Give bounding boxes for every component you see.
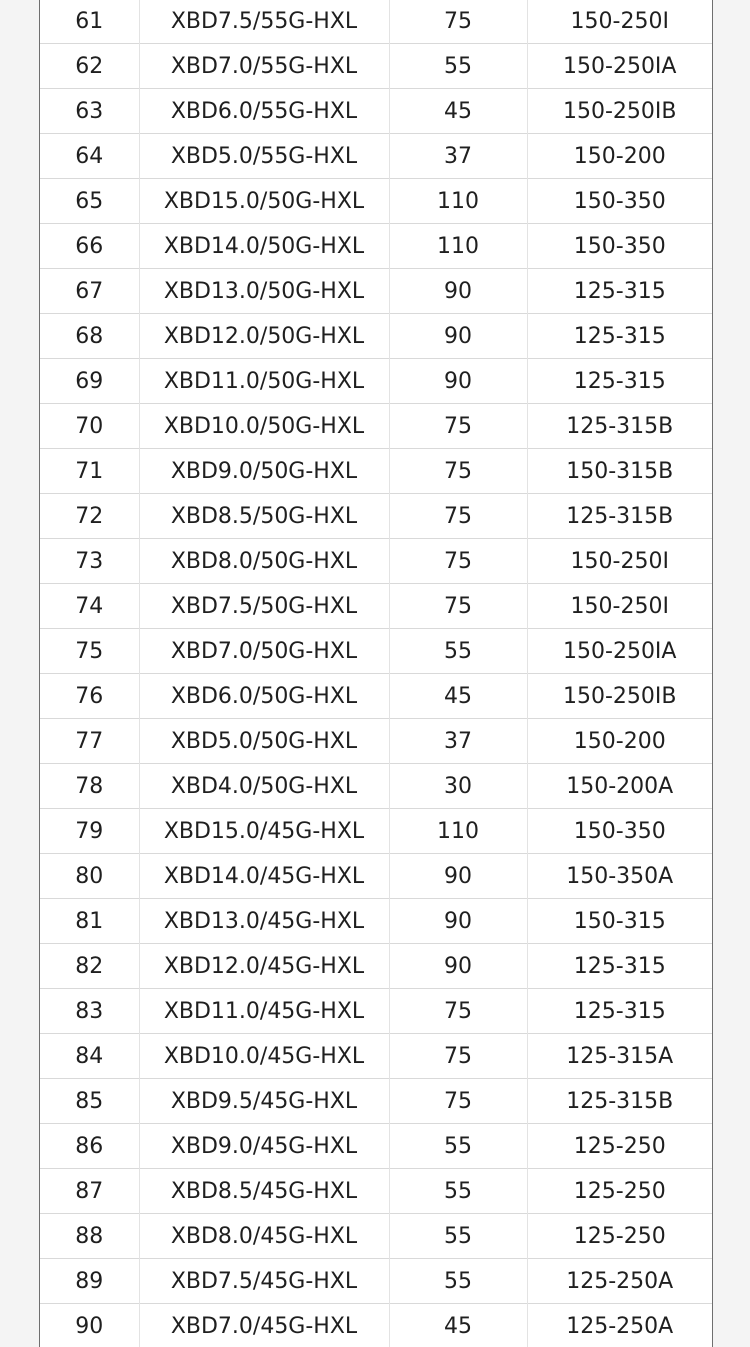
table-row bbox=[40, 179, 712, 224]
cell-power: 75 bbox=[389, 584, 527, 629]
cell-model: XBD8.5/50G-HXL bbox=[139, 494, 389, 539]
cell-pump-model: 125-315B bbox=[527, 404, 712, 449]
cell-serial-number: 75 bbox=[40, 629, 139, 674]
cell-serial-number: 71 bbox=[40, 449, 139, 494]
cell-power: 55 bbox=[389, 1169, 527, 1214]
cell-serial-number: 83 bbox=[40, 989, 139, 1034]
cell-pump-model: 150-200 bbox=[527, 134, 712, 179]
cell-pump-model: 125-315 bbox=[527, 269, 712, 314]
cell-model: XBD8.0/45G-HXL bbox=[139, 1214, 389, 1259]
cell-serial-number: 63 bbox=[40, 89, 139, 134]
cell-pump-model: 125-315B bbox=[527, 1079, 712, 1124]
cell-power: 75 bbox=[389, 539, 527, 584]
cell-pump-model: 150-350 bbox=[527, 809, 712, 854]
cell-power: 90 bbox=[389, 314, 527, 359]
table-row bbox=[40, 134, 712, 179]
spec-table-container bbox=[39, 0, 713, 1347]
table-row bbox=[40, 1034, 712, 1079]
cell-pump-model: 150-315 bbox=[527, 899, 712, 944]
cell-power: 75 bbox=[389, 404, 527, 449]
table-row bbox=[40, 269, 712, 314]
table-row bbox=[40, 1169, 712, 1214]
table-row bbox=[40, 854, 712, 899]
cell-serial-number: 68 bbox=[40, 314, 139, 359]
cell-power: 37 bbox=[389, 719, 527, 764]
cell-power: 75 bbox=[389, 1034, 527, 1079]
cell-model: XBD13.0/50G-HXL bbox=[139, 269, 389, 314]
cell-pump-model: 150-250IB bbox=[527, 89, 712, 134]
cell-power: 75 bbox=[389, 989, 527, 1034]
cell-serial-number: 78 bbox=[40, 764, 139, 809]
cell-power: 110 bbox=[389, 179, 527, 224]
cell-pump-model: 150-250IA bbox=[527, 44, 712, 89]
cell-serial-number: 66 bbox=[40, 224, 139, 269]
cell-pump-model: 150-250I bbox=[527, 539, 712, 584]
cell-power: 75 bbox=[389, 1079, 527, 1124]
cell-pump-model: 125-250A bbox=[527, 1304, 712, 1347]
cell-serial-number: 82 bbox=[40, 944, 139, 989]
cell-serial-number: 65 bbox=[40, 179, 139, 224]
cell-model: XBD15.0/45G-HXL bbox=[139, 809, 389, 854]
cell-serial-number: 84 bbox=[40, 1034, 139, 1079]
cell-pump-model: 150-200 bbox=[527, 719, 712, 764]
cell-power: 45 bbox=[389, 89, 527, 134]
cell-power: 90 bbox=[389, 944, 527, 989]
cell-serial-number: 79 bbox=[40, 809, 139, 854]
table-row bbox=[40, 89, 712, 134]
table-row bbox=[40, 359, 712, 404]
spec-table bbox=[40, 0, 712, 1347]
cell-serial-number: 85 bbox=[40, 1079, 139, 1124]
cell-serial-number: 61 bbox=[75, 8, 104, 34]
cell-pump-model: 125-250 bbox=[527, 1214, 712, 1259]
cell-serial-number: 77 bbox=[40, 719, 139, 764]
cell-serial-number: 89 bbox=[40, 1259, 139, 1304]
cell-power: 75 bbox=[389, 0, 527, 44]
table-row bbox=[40, 314, 712, 359]
cell-serial-number: 70 bbox=[40, 404, 139, 449]
table-row bbox=[40, 899, 712, 944]
table-row bbox=[40, 224, 712, 269]
cell-model: XBD11.0/45G-HXL bbox=[139, 989, 389, 1034]
cell-serial-number: 67 bbox=[40, 269, 139, 314]
cell-pump-model: 150-250I bbox=[527, 584, 712, 629]
cell-power: 55 bbox=[389, 629, 527, 674]
cell-serial-number: 81 bbox=[40, 899, 139, 944]
cell-power: 55 bbox=[389, 1124, 527, 1169]
cell-power: 55 bbox=[389, 1214, 527, 1259]
cell-model: XBD9.0/50G-HXL bbox=[139, 449, 389, 494]
cell-pump-model: 150-350A bbox=[527, 854, 712, 899]
cell-power: 90 bbox=[389, 359, 527, 404]
cell-model: XBD5.0/50G-HXL bbox=[139, 719, 389, 764]
table-row bbox=[40, 539, 712, 584]
cell-model: XBD11.0/50G-HXL bbox=[139, 359, 389, 404]
cell-model: XBD4.0/50G-HXL bbox=[139, 764, 389, 809]
cell-model: XBD13.0/45G-HXL bbox=[139, 899, 389, 944]
cell-model: XBD7.0/50G-HXL bbox=[139, 629, 389, 674]
cell-serial-number: 74 bbox=[40, 584, 139, 629]
cell-model: XBD9.5/45G-HXL bbox=[139, 1079, 389, 1124]
cell-serial-number: 80 bbox=[40, 854, 139, 899]
cell-pump-model: 125-315 bbox=[527, 944, 712, 989]
cell-power: 37 bbox=[389, 134, 527, 179]
table-row bbox=[40, 44, 712, 89]
cell-model: XBD8.0/50G-HXL bbox=[139, 539, 389, 584]
cell-serial-number: 90 bbox=[40, 1304, 139, 1347]
cell-pump-model: 150-200A bbox=[527, 764, 712, 809]
cell-power: 90 bbox=[389, 269, 527, 314]
table-row bbox=[40, 674, 712, 719]
cell-power: 55 bbox=[389, 1259, 527, 1304]
cell-serial-number: 86 bbox=[40, 1124, 139, 1169]
cell-power: 45 bbox=[389, 674, 527, 719]
cell-power: 90 bbox=[389, 899, 527, 944]
cell-model: XBD6.0/55G-HXL bbox=[139, 89, 389, 134]
cell-pump-model: 125-315A bbox=[527, 1034, 712, 1079]
cell-pump-model: 150-350 bbox=[527, 179, 712, 224]
cell-model: XBD12.0/50G-HXL bbox=[139, 314, 389, 359]
spec-table-body bbox=[40, 0, 712, 1347]
cell-model: XBD7.0/55G-HXL bbox=[139, 44, 389, 89]
cell-model: XBD9.0/45G-HXL bbox=[139, 1124, 389, 1169]
cell-pump-model: 150-350 bbox=[527, 224, 712, 269]
table-row bbox=[40, 449, 712, 494]
cell-power: 55 bbox=[389, 44, 527, 89]
cell-model: XBD12.0/45G-HXL bbox=[139, 944, 389, 989]
cell-pump-model: 150-250IA bbox=[527, 629, 712, 674]
table-row bbox=[40, 629, 712, 674]
table-row bbox=[40, 404, 712, 449]
table-row bbox=[40, 494, 712, 539]
table-row bbox=[40, 1259, 712, 1304]
table-row bbox=[40, 719, 712, 764]
cell-pump-model: 150-250I bbox=[527, 0, 712, 44]
cell-serial-number: 69 bbox=[40, 359, 139, 404]
cell-pump-model: 150-250IB bbox=[527, 674, 712, 719]
cell-serial-number: 62 bbox=[40, 44, 139, 89]
table-row bbox=[40, 0, 712, 44]
cell-pump-model: 125-250 bbox=[527, 1124, 712, 1169]
cell-model: XBD14.0/50G-HXL bbox=[139, 224, 389, 269]
cell-pump-model: 150-315B bbox=[527, 449, 712, 494]
cell-model: XBD5.0/55G-HXL bbox=[139, 134, 389, 179]
cell-model: XBD10.0/45G-HXL bbox=[139, 1034, 389, 1079]
table-row bbox=[40, 989, 712, 1034]
cell-pump-model: 125-250 bbox=[527, 1169, 712, 1214]
cell-power: 110 bbox=[389, 224, 527, 269]
cell-power: 110 bbox=[389, 809, 527, 854]
cell-serial-number: 73 bbox=[40, 539, 139, 584]
cell-model: XBD7.5/55G-HXL bbox=[139, 0, 389, 44]
cell-model: XBD7.5/50G-HXL bbox=[139, 584, 389, 629]
cell-model: XBD10.0/50G-HXL bbox=[139, 404, 389, 449]
table-row bbox=[40, 1124, 712, 1169]
cell-serial-number: 72 bbox=[40, 494, 139, 539]
cell-pump-model: 125-315 bbox=[527, 359, 712, 404]
cell-pump-model: 125-315 bbox=[527, 314, 712, 359]
cell-power: 30 bbox=[389, 764, 527, 809]
cell-pump-model: 125-250A bbox=[527, 1259, 712, 1304]
table-row bbox=[40, 764, 712, 809]
cell-model: XBD7.0/45G-HXL bbox=[139, 1304, 389, 1347]
table-row bbox=[40, 1214, 712, 1259]
cell-model: XBD8.5/45G-HXL bbox=[139, 1169, 389, 1214]
table-row bbox=[40, 944, 712, 989]
table-row bbox=[40, 584, 712, 629]
cell-model: XBD6.0/50G-HXL bbox=[139, 674, 389, 719]
cell-power: 75 bbox=[389, 494, 527, 539]
table-row bbox=[40, 1079, 712, 1124]
cell-pump-model: 125-315B bbox=[527, 494, 712, 539]
cell-model: XBD14.0/45G-HXL bbox=[139, 854, 389, 899]
cell-serial-number: 76 bbox=[40, 674, 139, 719]
cell-serial-number: 88 bbox=[40, 1214, 139, 1259]
table-row bbox=[40, 809, 712, 854]
cell-power: 75 bbox=[389, 449, 527, 494]
cell-power: 90 bbox=[389, 854, 527, 899]
cell-pump-model: 125-315 bbox=[527, 989, 712, 1034]
cell-model: XBD7.5/45G-HXL bbox=[139, 1259, 389, 1304]
cell-serial-number: 87 bbox=[40, 1169, 139, 1214]
cell-model: XBD15.0/50G-HXL bbox=[139, 179, 389, 224]
cell-power: 45 bbox=[389, 1304, 527, 1347]
cell-serial-number: 64 bbox=[40, 134, 139, 179]
table-row bbox=[40, 1304, 712, 1347]
